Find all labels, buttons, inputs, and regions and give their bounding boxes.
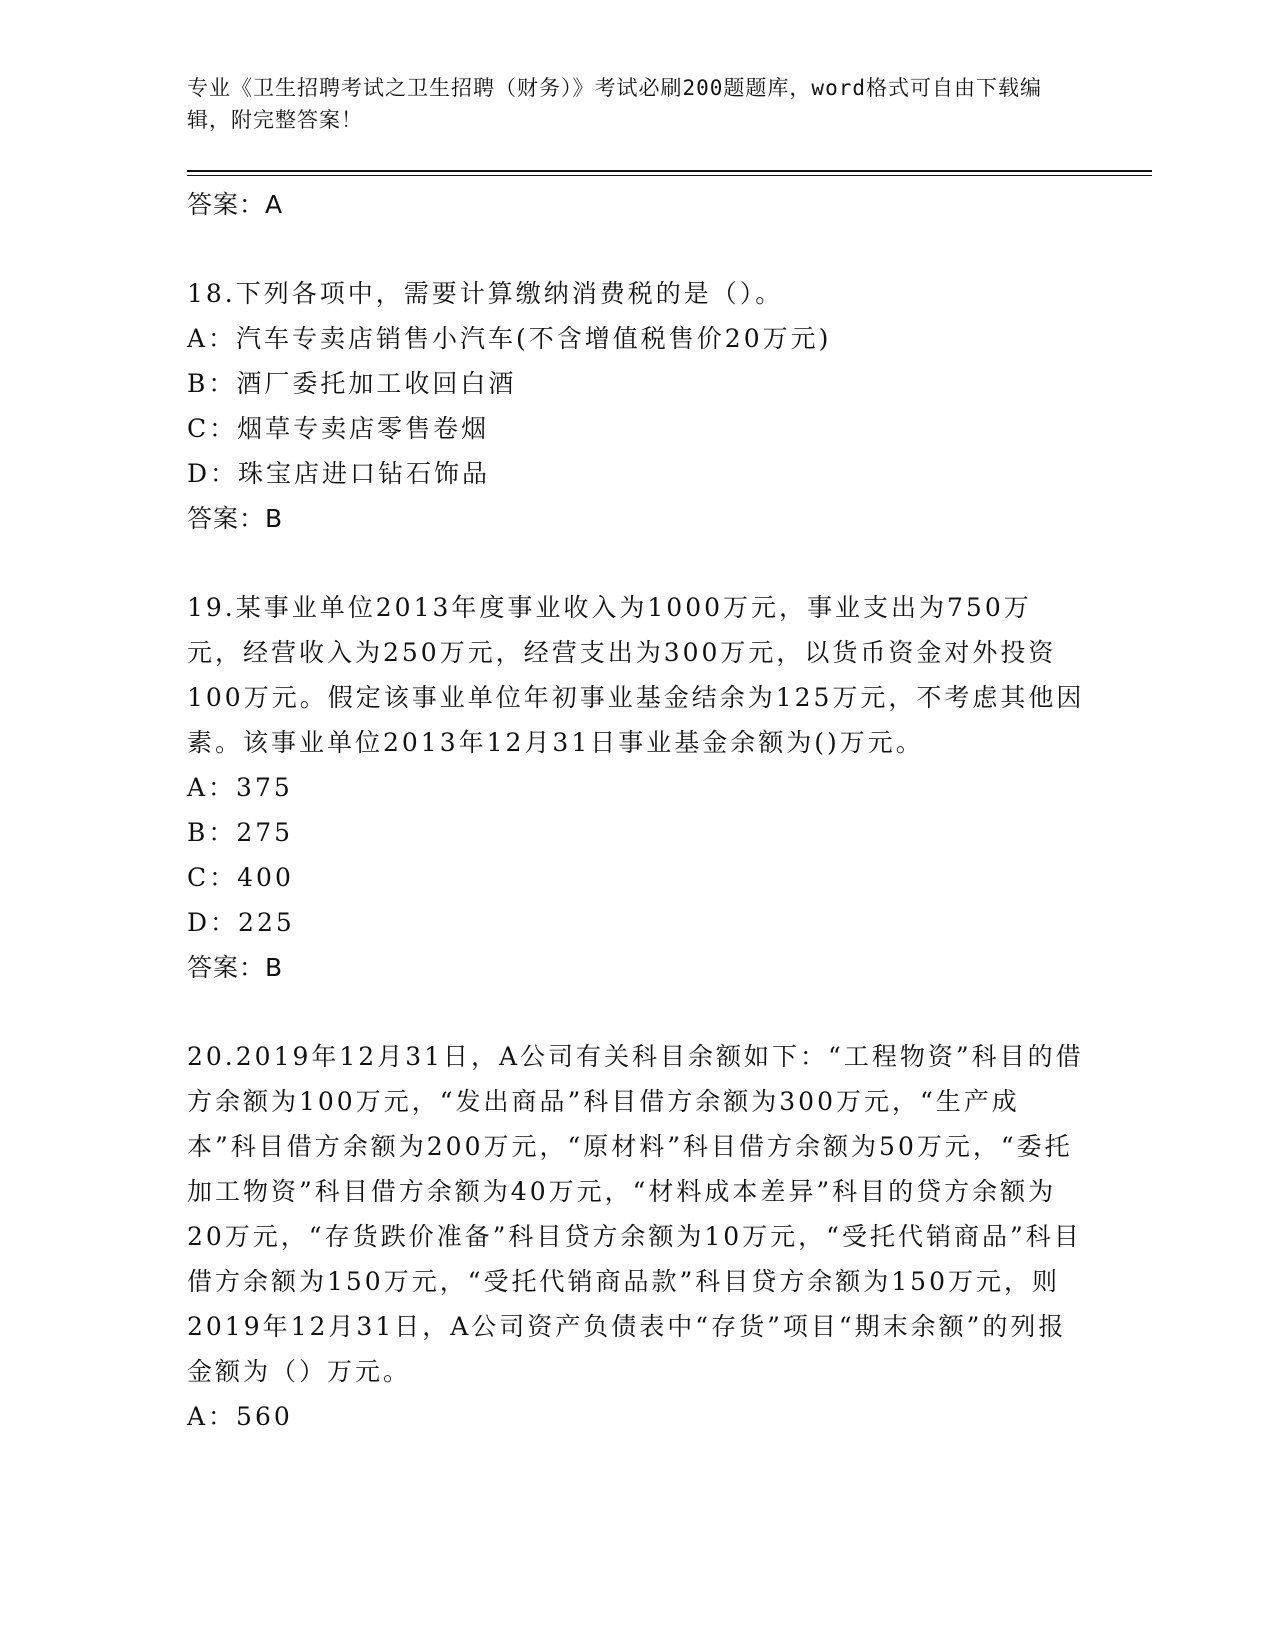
question-19 (187, 585, 1152, 990)
option-d: D：225 (187, 908, 295, 937)
option-b: B：275 (187, 818, 294, 847)
question-text: 18.下列各项中，需要计算缴纳消费税的是（）。 (187, 279, 784, 308)
document-page (187, 72, 1152, 1439)
answer-label: 答案：B (187, 953, 284, 982)
option-c: C：烟草专卖店零售卷烟 (187, 414, 490, 443)
option-a: A：375 (187, 773, 293, 802)
question-text: 20.2019年12月31日，A公司有关科目余额如下：“工程物资”科目的借方余额为100万元，“发出商品”科目借方余额为300万元，“生产成本”科目借方余额为200万元，“原材料”科目借方余额为50万元，“委托加工物资”科目借方余额为40万元，“材料成本差异”科目的贷方余额为20万元，“存货跌价准备”科目贷方余额为10万元，“受托代销商品”科目借方余额为150万元，“受托代销商品款”科目贷方余额为150万元，则2019年12月31日，A公司资产负债表中“存货”项目“期末余额”的列报金额为（）万元。 (187, 1042, 1084, 1386)
question-18 (187, 271, 1152, 541)
option-c: C：400 (187, 863, 294, 892)
document-header: 专业《卫生招聘考试之卫生招聘（财务）》考试必刷200题题库，word格式可自由下载编辑，附完整答案！ (187, 76, 1042, 132)
question-text: 19.某事业单位2013年度事业收入为1000万元，事业支出为750万元，经营收入为250万元，经营支出为300万元，以货币资金对外投资100万元。假定该事业单位年初事业基金结余为125万元，不考虑其他因素。该事业单位2013年12月31日事业基金余额为()万元。 (187, 593, 1085, 757)
header-divider (187, 170, 1152, 176)
option-b: B：酒厂委托加工收回白酒 (187, 369, 517, 398)
answer-label: 答案：A (187, 190, 284, 219)
option-a: A：汽车专卖店销售小汽车(不含增值税售价20万元) (187, 324, 832, 353)
question-20 (187, 1034, 1152, 1439)
option-d: D：珠宝店进口钻石饰品 (187, 459, 491, 488)
answer-label: 答案：B (187, 504, 284, 533)
option-a: A：560 (187, 1402, 293, 1431)
